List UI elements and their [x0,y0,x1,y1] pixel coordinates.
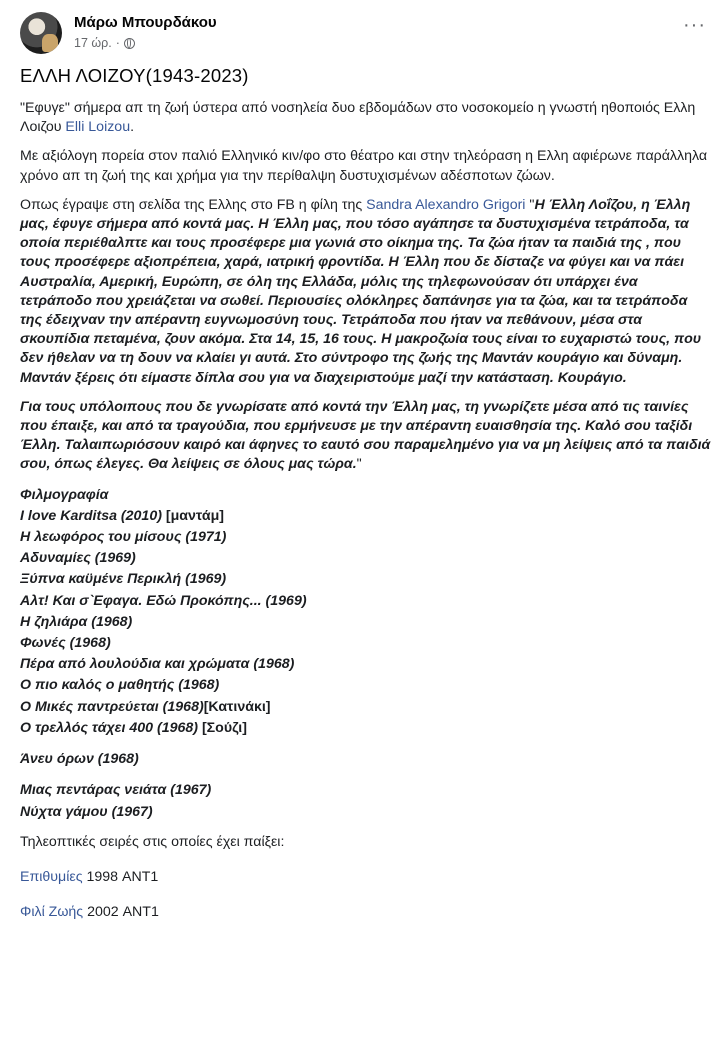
tv-series-item [20,868,712,887]
tv-series-link[interactable]: Φιλί Ζωής [20,904,84,921]
film-title: Αλτ! Και σ`Εφαγα. Εδώ Προκόπης... (1969) [20,592,307,609]
film-title: Η ζηλιάρα (1968) [20,613,133,630]
quote-text: Η Έλλη Λοΐζου, η Έλλη μας, έφυγε σήμερα από κοντά μας. Η Έλλη μας, που τόσο αγάπησε τα δυστυχισμένα τετράποδα, τα οποία περιέθαλπτε και τους προσέφερε μια γωνιά στο οίκημα της. Τα ζώα ήταν τα παιδιά της , που τους προσέφερε αξιοπρέπεια, χαρά, ιατρική φροντίδα. Η Έλλη που δε δίσταζε να φύγει και να πάει Αυστραλία, Αμερική, Ευρώπη, σε όλη της Ελλάδα, μόλις της τηλεφωνούσαν ότι υπάρχει ένα τετράποδο που χρειάζεται να σωθεί. Περιουσίες ολόκληρες δαπάνησε για τα ζώα, και τα τετράποδα της έδειχναν την απέραντη ευγνωμοσύνη τους. Τετράποδα που ήταν να πεθάνουν, μέσα στα σκουπίδια πεταμένα, ζουν ακόμα. Στα 14, 15, 16 τους. Η μακροζωία τους είναι το ευχαριστώ τους, που δεν ήθελαν να τη δουν να κλαίει γι αυτά. Στο σύντροφο της ζωής της Μαντάν κουράγιο και δύναμη. Μαντάν ξέρεις ότι είμαστε δίπλα σου για να διαχειριστούμε μαζί την κατάσταση. Κουράγιο. [20,196,702,386]
film-item [20,675,712,696]
film-role: [Κατινάκι] [203,698,271,715]
film-title: Αδυναμίες (1969) [20,550,136,567]
tv-series-info: 2002 ANT1 [83,904,159,921]
film-role: [Σούζι] [201,719,247,736]
paragraph-4-text: Για τους υπόλοιπους που δε γνωρίσατε από κοντά την Έλλη μας, τη γνωρίζετε μέσα από τις ταινίες που έπαιξε, και από τα τραγούδια, που ερμήνευσε με την απέραντη ευαισθησία της. Καλό σου ταξίδι Έλλη. Ταλαιπωριόσουν καιρό και άφηνες το εαυτό σου παραμελημένο για να μη λείψεις από τα παιδιά σου, όπως έλεγες. Θα λείψεις σε όλους μας τώρα. [20,398,711,473]
tv-heading: Τηλεοπτικές σειρές στις οποίες έχει παίξει: [20,833,285,850]
film-title: Ξύπνα καϋμένε Περικλή (1969) [20,571,227,588]
film-item [20,697,712,718]
film-item [20,612,712,633]
tag-link-sandra[interactable]: Sandra Alexandro Grigori [366,196,526,213]
paragraph-4 [20,398,712,475]
paragraph-3-text: Οπως έγραψε στη σελίδα της Ελλης στο FB η φίλη της [20,196,367,213]
spacer [20,770,712,780]
filmography [20,485,712,823]
film-item [20,780,712,801]
meta-separator: · [115,36,120,50]
film-title: Νύχτα γάμου (1967) [20,803,153,820]
quote-close: " [356,456,362,473]
tv-series-info: 1998 ANT1 [82,868,159,885]
spacer [20,823,712,833]
tv-series-link[interactable]: Επιθυμίες [20,868,83,885]
paragraph-3 [20,196,712,388]
paragraph-1-text: "Εφυγε" σήμερα απ τη ζωή ύστερα από νοσηλεία δυο εβδομάδων στο νοσοκομείο η γνωστή ηθοποιός Ελλη Λοιζου [20,100,696,136]
post-body [20,64,712,932]
film-title: Η λεωφόρος του μίσους (1971) [20,529,227,546]
post-header [20,12,710,56]
film-role: [μαντάμ] [165,507,224,524]
film-item [20,749,712,770]
film-title: Ο πιο καλός ο μαθητής (1968) [20,677,220,694]
film-title: Φωνές (1968) [20,635,111,652]
more-horizontal-icon[interactable]: ··· [683,14,706,36]
film-title: Άνευ όρων (1968) [20,751,139,768]
post-time[interactable]: 17 ώρ. [74,36,112,50]
paragraph-1 [20,99,712,137]
film-item [20,548,712,569]
film-title: I love Karditsa (2010) [20,507,166,524]
film-item [20,718,712,739]
film-title: Ο Μικές παντρεύεται (1968) [20,698,204,715]
author-avatar[interactable] [20,12,62,54]
film-title: Μιας πεντάρας νειάτα (1967) [20,782,212,799]
film-item [20,802,712,823]
tv-series-item [20,903,712,922]
post-meta [74,36,135,50]
film-item [20,654,712,675]
film-item [20,506,712,527]
post-title: ΕΛΛΗ ΛΟΙΖΟΥ(1943-2023) [20,65,249,86]
globe-icon[interactable] [124,38,135,49]
film-item [20,633,712,654]
spacer [20,739,712,749]
author-name[interactable]: Μάρω Μπουρδάκου [74,14,217,31]
filmography-heading: Φιλμογραφία [20,486,109,503]
film-title: Ο τρελλός τάχει 400 (1968) [20,719,202,736]
film-item [20,527,712,548]
tag-link-elli-loizou[interactable]: Elli Loizou [65,119,131,136]
film-title: Πέρα από λουλούδια και χρώματα (1968) [20,656,295,673]
paragraph-1-end: . [130,119,135,136]
film-item [20,569,712,590]
quote-open: " [525,196,535,213]
film-item [20,591,712,612]
paragraph-2: Με αξιόλογη πορεία στον παλιό Ελληνικό κιν/φο στο θέατρο και στην τηλεόραση η Ελλη αφιέρωνε παράλληλα χρόνο απ τη ζωή της και χρήμα για την περίθαλψη δυστυχισμένων αδέσποτων ζώων. [20,148,708,184]
